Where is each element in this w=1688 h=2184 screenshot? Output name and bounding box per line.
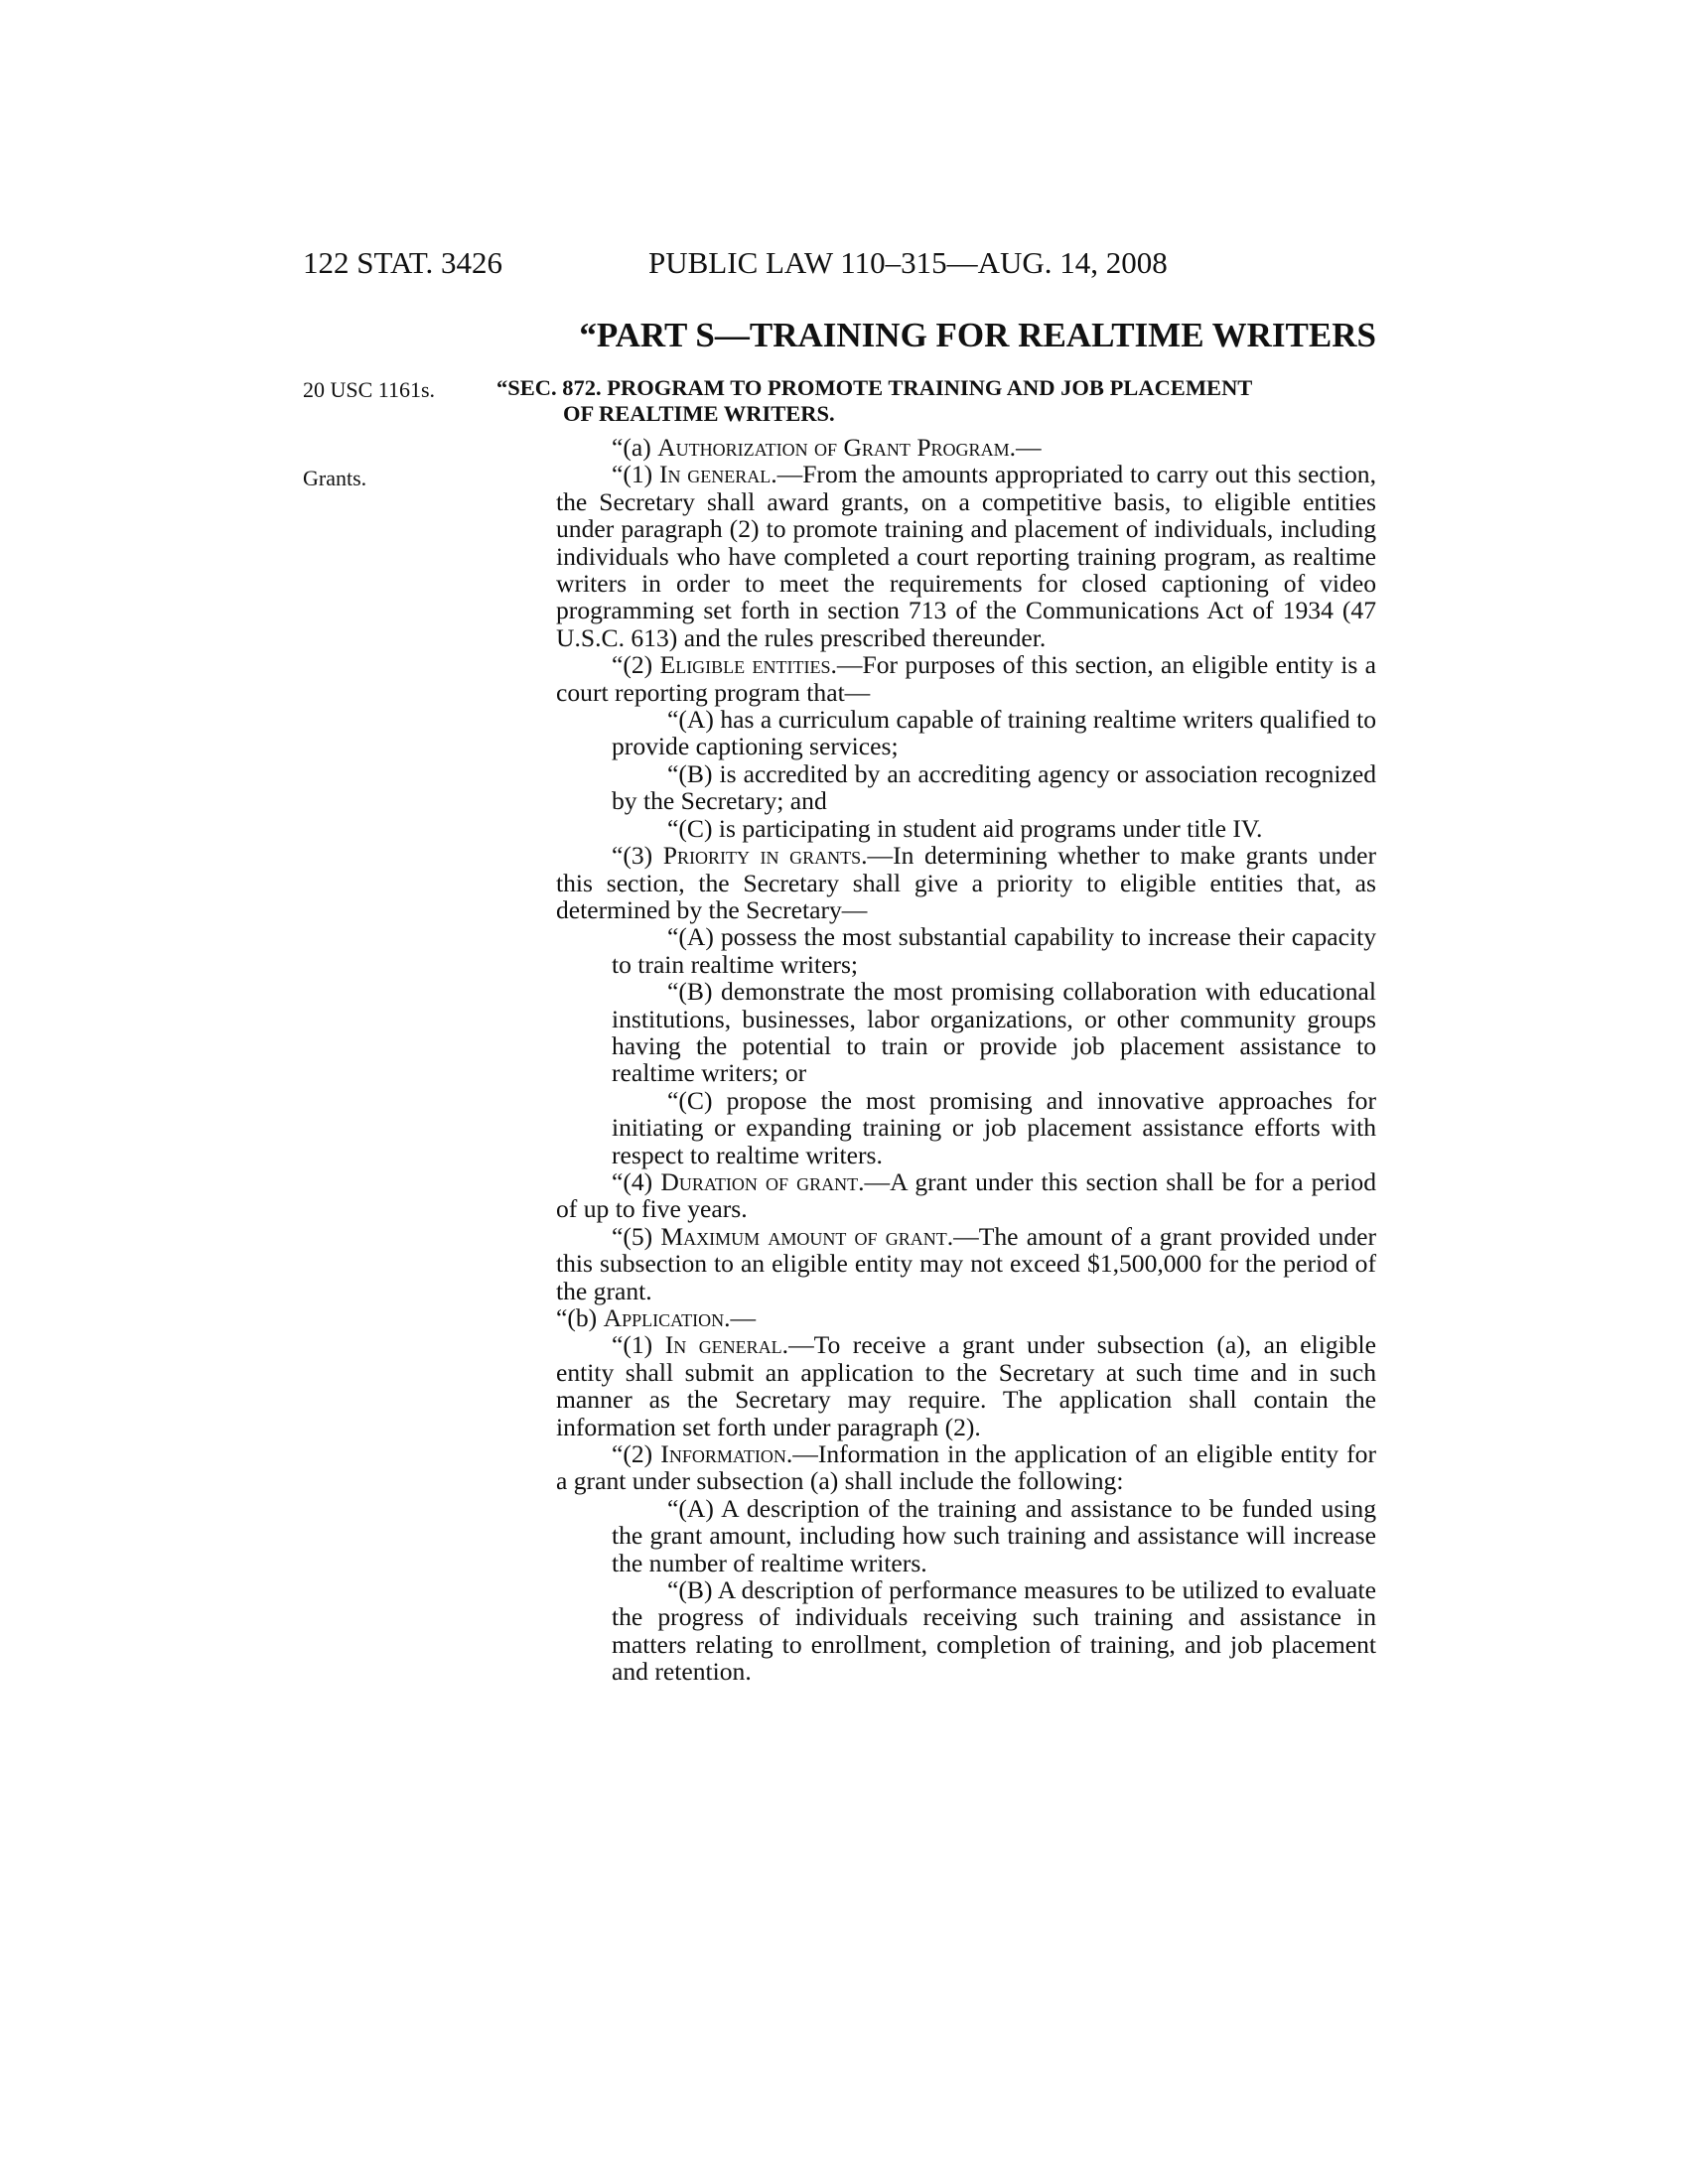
paragraph-a5 (556, 1223, 1376, 1304)
paragraph-a1 (556, 461, 1376, 651)
subsection-b-heading (556, 1304, 1376, 1331)
paragraph-a2-label: “(2) (612, 650, 660, 680)
paragraph-b2-text: —Information in the application of an eligible entity for a grant under subsection (a) shall include the following: (556, 1439, 1376, 1496)
paragraph-a4-text: —A grant under this section shall be for a period of up to five years. (556, 1166, 1376, 1224)
section-heading (496, 375, 1376, 427)
paragraph-b2-title: Information. (660, 1439, 793, 1469)
paragraph-b1 (556, 1331, 1376, 1440)
subsection-a-dash: — (1015, 433, 1042, 462)
paragraph-a1-title: In general. (658, 460, 777, 489)
paragraph-a3-text: —In determining whether to make grants under this section, the Secretary shall give a priority to eligible entities that, as determined by the Secretary— (556, 841, 1376, 924)
section-heading-line1: “SEC. 872. PROGRAM TO PROMOTE TRAINING AND JOB PLACEMENT (496, 375, 1253, 400)
subparagraph-a3A: “(A) possess the most substantial capability to increase their capacity to train realtime writers; (612, 922, 1376, 979)
paragraph-a4-label: “(4) (612, 1166, 661, 1196)
subparagraph-b2B: “(B) A description of performance measures to be utilized to evaluate the progress of individuals receiving such training and assistance in matters relating to enrollment, completion of training, and job placement and retention. (612, 1575, 1376, 1687)
subparagraph-a3C: “(C) propose the most promising and innovative approaches for initiating or expanding training or job placement assistance efforts with respect to realtime writers. (612, 1085, 1376, 1169)
part-title: “PART S—TRAINING FOR REALTIME WRITERS (579, 316, 1376, 354)
subsection-a-label: “(a) (612, 433, 658, 462)
stat-citation: 122 STAT. 3426 (303, 245, 503, 280)
paragraph-a3-title: Priority in grants. (662, 841, 868, 871)
paragraph-a3 (556, 842, 1376, 923)
subparagraph-a2B: “(B) is accredited by an accrediting agency or association recognized by the Secretary; and (612, 758, 1376, 816)
subsection-b-title: Application. (603, 1303, 731, 1332)
subsection-b-label: “(b) (556, 1303, 604, 1332)
paragraph-a1-text: —From the amounts appropriated to carry out this section, the Secretary shall award grants, on a competitive basis, to eligible entities under paragraph (2) to promote training and placement of individuals, including individuals who have completed a court reporting training program, as realtime writers in order to meet the requirements for closed captioning of video programming set forth in section 713 of the Communications Act of 1934 (47 U.S.C. 613) and the rules prescribed thereunder. (556, 460, 1376, 652)
paragraph-b1-label: “(1) (612, 1330, 665, 1360)
paragraph-a5-title: Maximum amount of grant. (660, 1221, 954, 1251)
paragraph-a4-title: Duration of grant. (660, 1166, 865, 1196)
subparagraph-a2C: “(C) is participating in student aid programs under title IV. (667, 813, 1263, 843)
subsection-a-heading (556, 434, 1376, 461)
page-header (303, 245, 1375, 285)
paragraph-a2-title: Eligible entities. (659, 650, 837, 680)
subparagraph-a2A: “(A) has a curriculum capable of training realtime writers qualified to provide captioning services; (612, 705, 1376, 761)
paragraph-a2-text: —For purposes of this section, an eligible entity is a court reporting program that— (556, 650, 1377, 707)
paragraph-b1-text: —To receive a grant under subsection (a), an eligible entity shall submit an application to the Secretary at such time and in such manner as the Secretary may require. The application shall contain the information set forth under paragraph (2). (556, 1330, 1376, 1441)
subsection-a-title: Authorization of Grant Program. (657, 433, 1016, 462)
paragraph-b1-title: In general. (664, 1330, 789, 1360)
paragraph-b2 (556, 1440, 1376, 1495)
subparagraph-a3B: “(B) demonstrate the most promising collaboration with educational institutions, businesses, labor organizations, or other community groups having the potential to train or provide job placement assistance to realtime writers; or (612, 977, 1376, 1088)
margin-note-usc: 20 USC 1161s. (303, 377, 436, 402)
law-citation: PUBLIC LAW 110–315—AUG. 14, 2008 (648, 245, 1168, 280)
section-heading-line2: OF REALTIME WRITERS. (563, 401, 835, 426)
paragraph-a1-label: “(1) (612, 460, 659, 489)
subsection-b-dash: — (730, 1303, 757, 1332)
section-body (556, 434, 1376, 1686)
paragraph-b2-label: “(2) (612, 1439, 661, 1469)
paragraph-a2 (556, 651, 1376, 706)
subparagraph-b2A: “(A) A description of the training and assistance to be funded using the grant amount, including how such training and assistance will increase the number of realtime writers. (612, 1493, 1376, 1577)
margin-note-grants: Grants. (303, 466, 367, 490)
paragraph-a5-label: “(5) (612, 1221, 661, 1251)
paragraph-a5-text: —The amount of a grant provided under this subsection to an eligible entity may not exceed $1,500,000 for the period of the grant. (556, 1221, 1376, 1305)
paragraph-a3-label: “(3) (612, 841, 663, 871)
paragraph-a4 (556, 1168, 1376, 1223)
